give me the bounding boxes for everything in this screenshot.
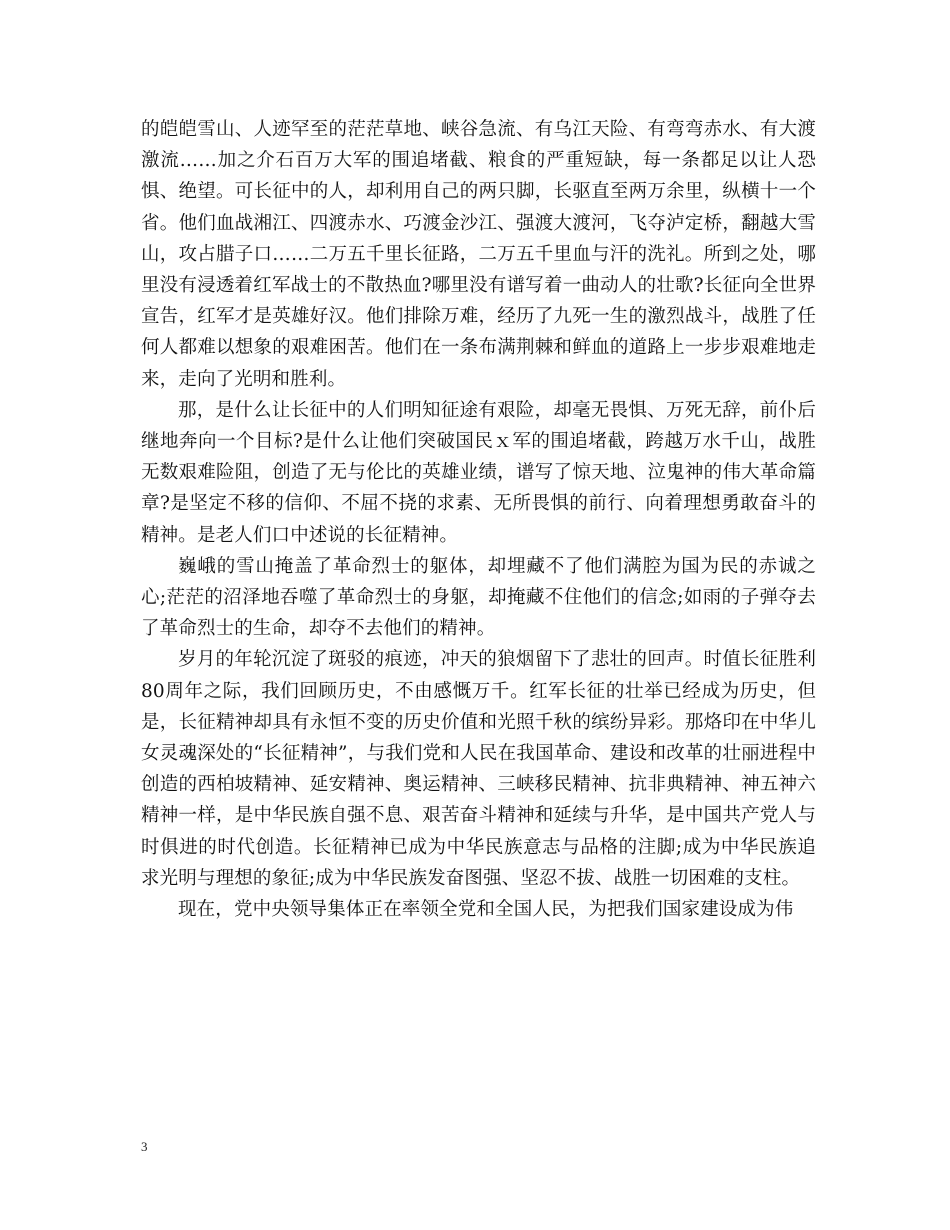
paragraph-4: 岁月的年轮沉淀了斑驳的痕迹，冲天的狼烟留下了悲壮的回声。时值长征胜利80周年之际，我们回顾历史，不由感慨万千。红军长征的壮举已经成为历史，但是，长征精神却具有永恒不变的历史价值和光照千秋的缤纷异彩。那烙印在中华儿女灵魂深处的“长征精神”，与我们党和人民在我国革命、建设和改革的壮丽进程中创造的西柏坡精神、延安精神、奥运精神、三峡移民精神、抗非典精神、神五神六精神一样，是中华民族自强不息、艰苦奋斗精神和延续与升华，是中国共产党人与时俱进的时代创造。长征精神已成为中华民族意志与品格的注脚;成为中华民族追求光明与理想的象征;成为中华民族发奋图强、坚忍不拔、战胜一切困难的支柱。 [141,649,816,889]
page-number: 3 [141,1139,148,1154]
paragraph-2: 那，是什么让长征中的人们明知征途有艰险，却毫无畏惧、万死无辞，前仆后继地奔向一个目标?是什么让他们突破国民ｘ军的围追堵截，跨越万水千山，战胜无数艰难险阻，创造了无与伦比的英雄业绩，谱写了惊天地、泣鬼神的伟大革命篇章?是坚定不移的信仰、不屈不挠的求素、无所畏惧的前行、向着理想勇敢奋斗的精神。是老人们口中述说的长征精神。 [141,399,816,546]
paragraph-5: 现在，党中央领导集体正在率领全党和全国人民，为把我们国家建设成为伟 [178,899,794,921]
paragraph-1: 的皑皑雪山、人迹罕至的茫茫草地、峡谷急流、有乌江天险、有弯弯赤水、有大渡激流……加之介石百万大军的围追堵截、粮食的严重短缺，每一条都足以让人恐惧、绝望。可长征中的人，却利用自己的两只脚，长驱直至两万余里，纵横十一个省。他们血战湘江、四渡赤水、巧渡金沙江、强渡大渡河，飞夺泸定桥，翻越大雪山，攻占腊子口……二万五千里长征路，二万五千里血与汗的洗礼。所到之处，哪里没有浸透着红军战士的不散热血?哪里没有谱写着一曲动人的壮歌?长征向全世界宣告，红军才是英雄好汉。他们排除万难，经历了九死一生的激烈战斗，战胜了任何人都难以想象的艰难困苦。他们在一条布满荆棘和鲜血的道路上一步步艰难地走来，走向了光明和胜利。 [141,119,816,390]
document-body [141,114,816,925]
paragraph-3: 巍峨的雪山掩盖了革命烈士的躯体，却埋藏不了他们满腔为国为民的赤诚之心;茫茫的沼泽地吞噬了革命烈士的身躯，却掩藏不住他们的信念;如雨的子弹夺去了革命烈士的生命，却夺不去他们的精神。 [141,555,816,640]
